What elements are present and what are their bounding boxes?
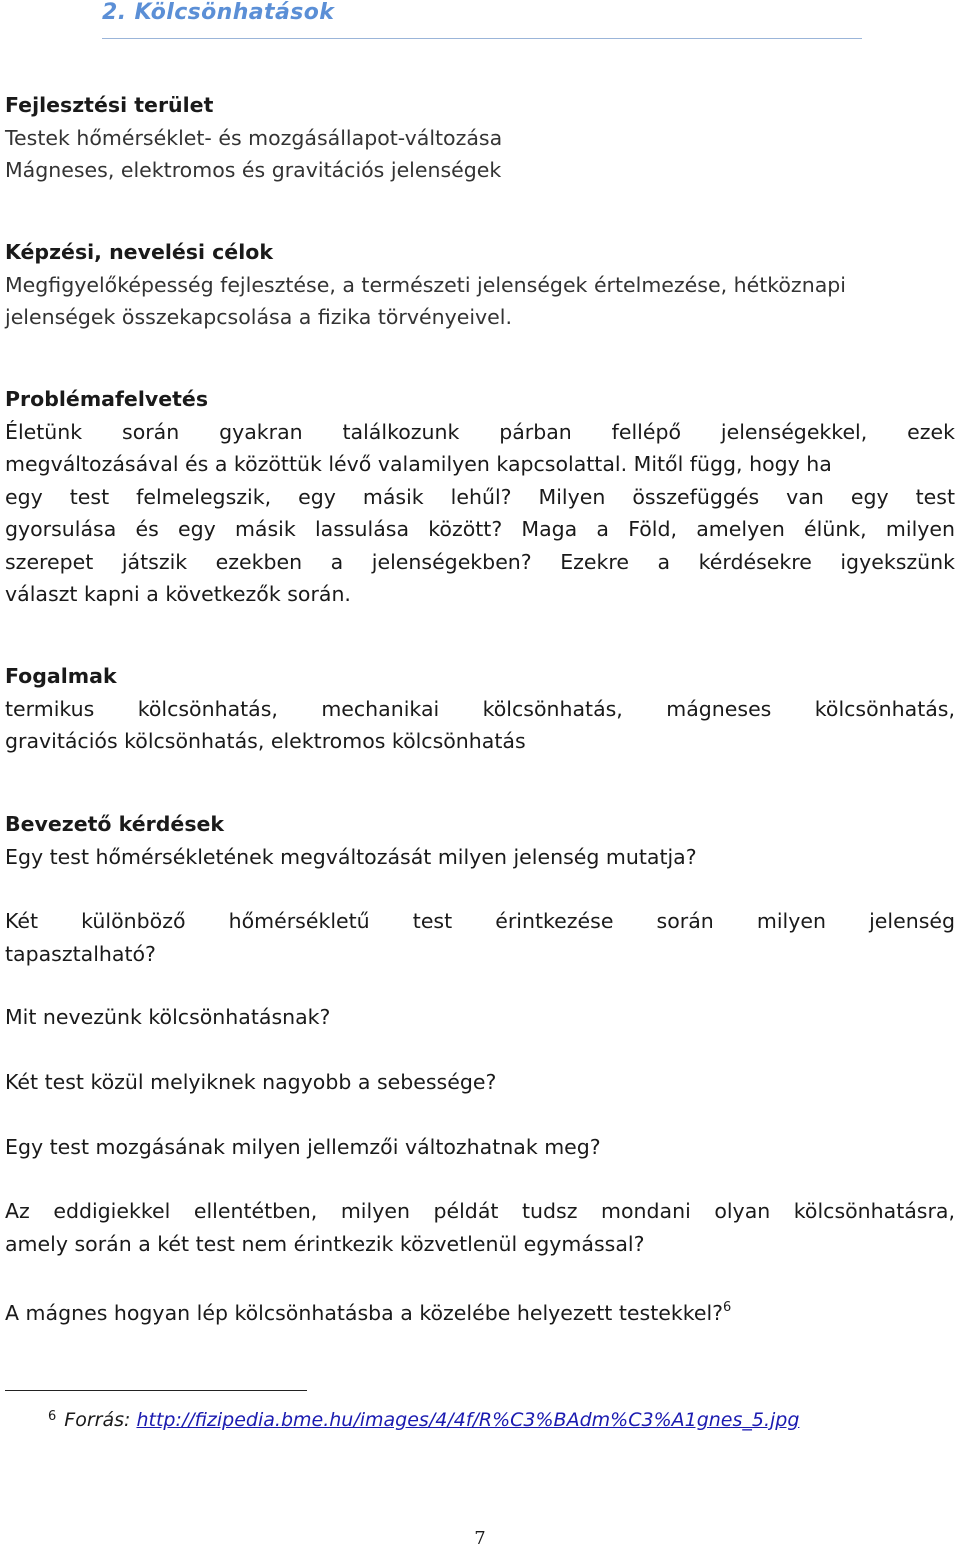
chapter-heading-text: 2. Kölcsönhatások: [102, 0, 335, 25]
text-line: Két test közül melyiknek nagyobb a sebessége?: [5, 1070, 497, 1094]
text-line: [5, 1292, 955, 1330]
footnote-divider: [5, 1390, 307, 1391]
text-line: gravitációs kölcsönhatás, elektromos kölcsönhatás: [5, 729, 526, 753]
footnote-label: Forrás:: [64, 1409, 131, 1431]
section-problemafelvetes: [5, 383, 955, 611]
text-line: Két különböző hőmérsékletű test érintkezése során milyen jelenség: [5, 909, 955, 933]
question-2: [5, 905, 955, 970]
section-heading: Problémafelvetés: [5, 387, 209, 411]
question-7-text: A mágnes hogyan lép kölcsönhatásba a közelébe helyezett testekkel?: [5, 1301, 724, 1325]
text-line: szerepet játszik ezekben a jelenségekben? Ezekre a kérdésekre igyekszünk: [5, 549, 955, 574]
section-fejlesztesi: [5, 89, 955, 187]
text-line: Mit nevezünk kölcsönhatásnak?: [5, 1005, 331, 1029]
text-line: Testek hőmérséklet- és mozgásállapot-változása: [5, 125, 503, 150]
footnote-number: 6: [48, 1409, 57, 1424]
text-line: Az eddigiekkel ellentétben, milyen példát tudsz mondani olyan kölcsönhatásra,: [5, 1199, 955, 1223]
text-line: jelenségek összekapcsolása a fizika törvényeivel.: [5, 305, 512, 329]
question-7: [5, 1292, 955, 1330]
section-heading: Fogalmak: [5, 664, 117, 688]
section-heading: Bevezető kérdések: [5, 812, 225, 836]
footnote-link[interactable]: http://fizipedia.bme.hu/images/4/4f/R%C3%BAdm%C3%A1gnes_5.jpg: [136, 1409, 800, 1431]
chapter-heading: [102, 0, 862, 39]
page-number: 7: [474, 1528, 486, 1549]
text-line: egy test felmelegszik, egy másik lehűl? Milyen összefüggés van egy test: [5, 484, 955, 509]
text-line: választ kapni a következők során.: [5, 582, 351, 606]
text-line: tapasztalható?: [5, 941, 156, 966]
question-1: Egy test hőmérsékletének megváltozását milyen jelenség mutatja?: [5, 844, 697, 869]
section-bevezeto: [5, 808, 955, 873]
footnote: [48, 1400, 799, 1437]
text-line: Megfigyelőképesség fejlesztése, a természeti jelenségek értelmezése, hétköznapi: [5, 272, 846, 297]
question-5: [5, 1131, 955, 1164]
footnote-reference[interactable]: 6: [723, 1300, 732, 1315]
text-line: amely során a két test nem érintkezik közvetlenül egymással?: [5, 1231, 645, 1256]
text-line: Életünk során gyakran találkozunk párban fellépő jelenségekkel, ezek: [5, 419, 955, 444]
section-kepzesi: [5, 236, 955, 334]
question-3: [5, 1001, 955, 1034]
section-heading: Képzési, nevelési célok: [5, 240, 273, 264]
text-line: gyorsulása és egy másik lassulása között? Maga a Föld, amelyen élünk, milyen: [5, 517, 955, 541]
question-6: [5, 1195, 955, 1260]
text-line: Egy test mozgásának milyen jellemzői változhatnak meg?: [5, 1135, 601, 1159]
section-heading: Fejlesztési terület: [5, 93, 214, 117]
text-line: megváltozásával és a közöttük lévő valamilyen kapcsolattal. Mitől függ, hogy ha: [5, 452, 832, 476]
section-fogalmak: [5, 660, 955, 758]
question-4: [5, 1066, 955, 1099]
text-line: termikus kölcsönhatás, mechanikai kölcsönhatás, mágneses kölcsönhatás,: [5, 696, 955, 721]
text-line: Mágneses, elektromos és gravitációs jelenségek: [5, 158, 502, 182]
